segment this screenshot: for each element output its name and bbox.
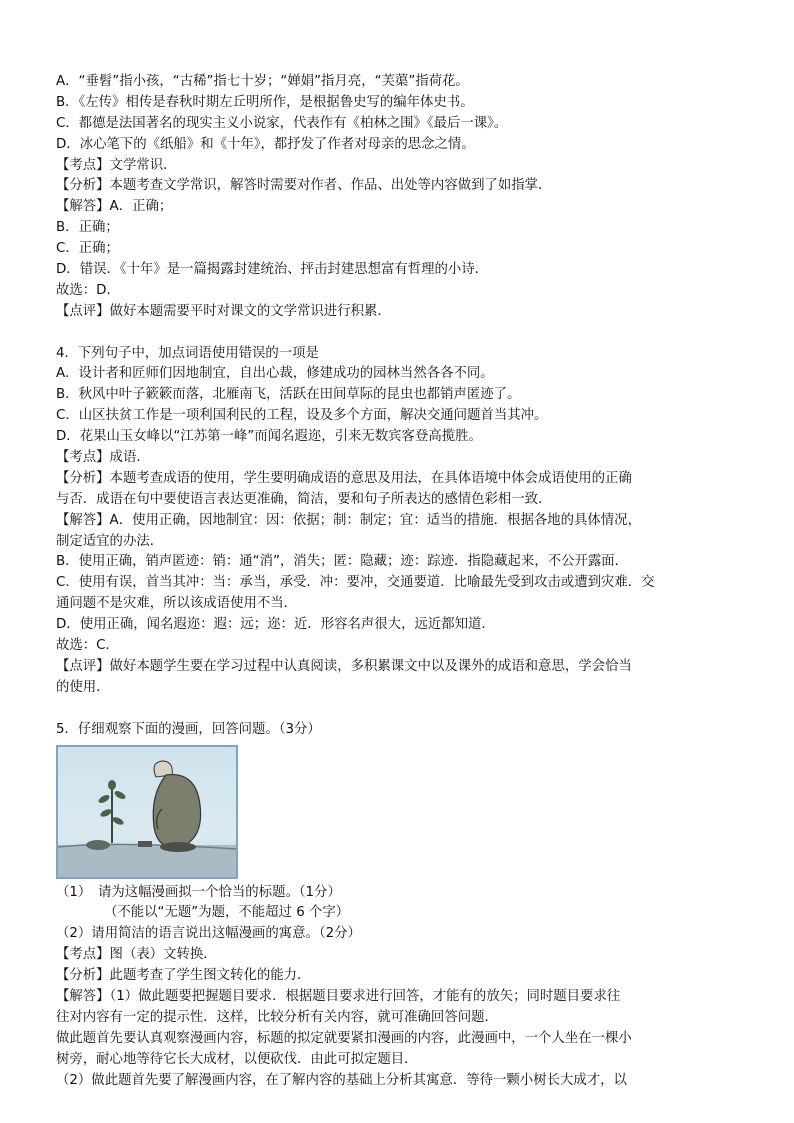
q3-kaodian: 【考点】文学常识． xyxy=(56,157,177,173)
q3-option-b: B．《左传》相传是春秋时期左丘明所作，是根据鲁史写的编年体史书。 xyxy=(56,94,474,110)
q4-option-b: B．秋风中叶子簌簌而落，北雁南飞，活跃在田间草际的昆虫也都销声匿迹了。 xyxy=(56,387,521,403)
q4-jieda-d: D．使用正确，闻名遐迩：遐：远；迩：近．形容名声很大，远近都知道． xyxy=(56,617,495,633)
q3-answer: 故选：D． xyxy=(56,282,120,298)
q3-jieda-d: D．错误．《十年》是一篇揭露封建统治、抨击封建思想富有哲理的小诗． xyxy=(56,262,489,278)
q5-jieda-3: 做此题首先要认真观察漫画内容，标题的拟定就要紧扣漫画的内容，此漫画中，一个人坐在一棵小 xyxy=(56,1030,632,1046)
ground xyxy=(58,845,236,877)
q3-option-d: D．冰心笔下的《纸船》和《十年》，都抒发了作者对母亲的思念之情。 xyxy=(56,136,475,152)
q4-jieda-b: B．使用正确，销声匿迹：销：通“消”，消失；匿：隐藏；迹：踪迹．指隐藏起来，不公开露面． xyxy=(56,554,629,570)
q5-sub-2: （2）请用简洁的语言说出这幅漫画的寓意。（2分） xyxy=(56,926,361,942)
q5-jieda-5: （2）做此题首先要了解漫画内容，在了解内容的基础上分析其寓意．等待一颗小树长大成才，以 xyxy=(56,1072,627,1088)
q4-jieda-2: 制定适宜的办法． xyxy=(56,533,164,549)
q4-option-d: D．花果山玉女峰以“江苏第一峰”而闻名遐迩，引来无数宾客登高揽胜。 xyxy=(56,429,482,445)
q3-option-c: C．都德是法国著名的现实主义小说家，代表作有《柏林之围》《最后一课》。 xyxy=(56,115,508,131)
q4-fenxi-1: 【分析】本题考查成语的使用，学生要明确成语的意思及用法，在具体语境中体会成语使用的正确 xyxy=(56,470,632,486)
q3-analysis xyxy=(56,156,756,323)
q3-jieda: 【解答】A．正确； xyxy=(56,199,173,215)
cartoon-drawing xyxy=(58,747,236,877)
leaf xyxy=(111,815,124,826)
q5-stem: 5．仔细观察下面的漫画，回答问题。（3分） xyxy=(56,721,321,737)
q4-jieda-1: 【解答】A．使用正确，因地制宜：因：依据；制：制定；宜：适当的措施．根据各地的具体情况， xyxy=(56,512,641,528)
q3-jieda-c: C．正确； xyxy=(56,241,119,257)
q3-jieda-b: B．正确； xyxy=(56,220,119,236)
axe xyxy=(138,841,152,847)
q3-options xyxy=(56,72,756,156)
question-4 xyxy=(56,344,756,699)
q4-fenxi-2: 与否．成语在句中要使语言表达更准确，简洁，要和句子所表达的感情色彩相一致． xyxy=(56,491,552,507)
q5-jieda-1: 【解答】（1）做此题要把握题目要求．根据题目要求进行回答，才能有的放矢；同时题目要求往 xyxy=(56,988,621,1004)
q4-jieda-c-1: C．使用有误，首当其冲：当：承当，承受．冲：要冲，交通要道．比喻最先受到攻击或遭到灾难．交 xyxy=(56,575,655,591)
q4-answer: 故选：C． xyxy=(56,638,119,654)
q4-dianping-2: 的使用． xyxy=(56,679,110,695)
leaf xyxy=(108,780,116,790)
spacer xyxy=(56,699,756,720)
person-feet xyxy=(160,842,196,852)
question-5 xyxy=(56,720,756,1092)
q5-jieda-4: 树旁，耐心地等待它长大成材，以便砍伐．由此可拟定题目． xyxy=(56,1051,418,1067)
q4-option-a: A．设计者和匠师们因地制宜，自出心裁，修建成功的园林当然各各不同。 xyxy=(56,366,494,382)
q3-dianping: 【点评】做好本题需要平时对课文的文学常识进行积累． xyxy=(56,303,391,319)
document-page xyxy=(56,72,756,1091)
q5-fenxi: 【分析】此题考查了学生图文转化的能力． xyxy=(56,968,311,984)
leaf xyxy=(97,793,110,804)
q5-sub-1: （1） 请为这幅漫画拟一个恰当的标题。（1分） xyxy=(56,884,341,900)
q4-stem: 4．下列句子中，加点词语使用错误的一项是 xyxy=(56,345,319,361)
q3-fenxi: 【分析】本题考查文学常识，解答时需要对作者、作品、出处等内容做到了如指掌． xyxy=(56,178,552,194)
q4-dianping-1: 【点评】做好本题学生要在学习过程中认真阅读，多积累课文中以及课外的成语和意思，学会恰当 xyxy=(56,658,632,674)
q5-jieda-2: 往对内容有一定的提示性．这样，比较分析有关内容，就可准确回答问题． xyxy=(56,1009,498,1025)
spacer xyxy=(56,323,756,344)
stump xyxy=(86,840,110,850)
q4-jieda-c-2: 通问题不是灾难，所以该成语使用不当． xyxy=(56,596,298,612)
q5-sub-1-note: （不能以“无题”为题，不能超过 6 个字） xyxy=(104,905,350,921)
q5-kaodian: 【考点】图（表）文转换． xyxy=(56,947,217,963)
leaf xyxy=(99,807,112,818)
leaf xyxy=(113,789,126,800)
q4-option-c: C．山区扶贫工作是一项利国利民的工程，设及多个方面，解决交通问题首当其冲。 xyxy=(56,408,548,424)
cartoon-image xyxy=(56,745,238,879)
q3-option-a: A．“垂髫”指小孩，“古稀”指七十岁；“婵娟”指月亮，“芙蕖”指荷花。 xyxy=(56,74,469,89)
q4-kaodian: 【考点】成语． xyxy=(56,450,150,466)
